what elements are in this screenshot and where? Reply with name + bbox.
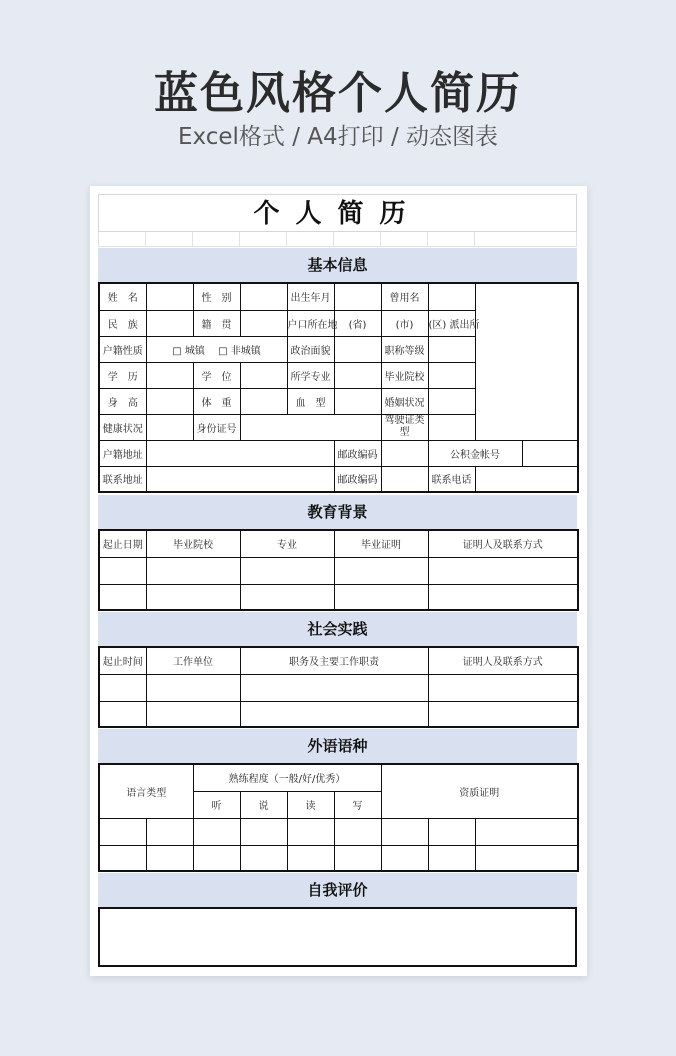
label-degree: 学 位 xyxy=(193,362,240,388)
label-health: 健康状况 xyxy=(99,414,146,440)
value-native-place[interactable] xyxy=(240,310,287,336)
table-row xyxy=(99,557,578,584)
education-table xyxy=(98,529,579,611)
value-title-level[interactable] xyxy=(428,336,475,362)
value-birth[interactable] xyxy=(334,283,381,310)
label-birth: 出生年月 xyxy=(287,283,334,310)
label-title-level: 职称等级 xyxy=(381,336,428,362)
value-former-name[interactable] xyxy=(428,283,475,310)
label-weight: 体 重 xyxy=(193,388,240,414)
label-id-number: 身份证号 xyxy=(193,414,240,440)
proficiency-write: 写 xyxy=(334,791,381,818)
label-hukou-type: 户籍性质 xyxy=(99,336,146,362)
banner-title: 蓝色风格个人简历 xyxy=(154,68,522,119)
language-cell[interactable] xyxy=(146,845,193,871)
label-fund-account: 公积金帐号 xyxy=(428,440,522,466)
edu-header-certificate: 毕业证明 xyxy=(334,530,428,557)
language-cell[interactable] xyxy=(428,818,475,845)
language-cell[interactable] xyxy=(193,845,240,871)
value-health[interactable] xyxy=(146,414,193,440)
document-title: 个人简历 xyxy=(98,194,577,232)
spreadsheet-grid-strip xyxy=(98,232,577,247)
practice-header-period: 起止时间 xyxy=(99,647,146,674)
edu-cell[interactable] xyxy=(240,557,334,584)
banner-subtitle: Excel格式 / A4打印 / 动态图表 xyxy=(177,124,499,150)
section-education: 教育背景 xyxy=(98,495,577,529)
practice-cell[interactable] xyxy=(99,674,146,701)
edu-cell[interactable] xyxy=(99,557,146,584)
value-blood[interactable] xyxy=(334,388,381,414)
label-phone: 联系电话 xyxy=(428,466,475,492)
proficiency-read: 读 xyxy=(287,791,334,818)
language-cell[interactable] xyxy=(381,845,428,871)
section-practice: 社会实践 xyxy=(98,612,577,646)
language-type-header: 语言类型 xyxy=(99,764,193,818)
label-name: 姓 名 xyxy=(99,283,146,310)
value-gender[interactable] xyxy=(240,283,287,310)
practice-cell[interactable] xyxy=(240,674,428,701)
edu-header-major: 专业 xyxy=(240,530,334,557)
label-postcode-1: 邮政编码 xyxy=(334,440,381,466)
proficiency-header: 熟练程度（一般/好/优秀） xyxy=(193,764,381,791)
language-cell[interactable] xyxy=(475,818,578,845)
label-hukou-address: 户籍地址 xyxy=(99,440,146,466)
value-school[interactable] xyxy=(428,362,475,388)
value-marital[interactable] xyxy=(428,388,475,414)
value-education[interactable] xyxy=(146,362,193,388)
practice-header-company: 工作单位 xyxy=(146,647,240,674)
label-former-name: 曾用名 xyxy=(381,283,428,310)
value-political[interactable] xyxy=(334,336,381,362)
label-license-type: 驾驶证类型 xyxy=(381,414,428,440)
edu-cell[interactable] xyxy=(99,584,146,610)
language-cell[interactable] xyxy=(334,818,381,845)
language-cell[interactable] xyxy=(99,818,146,845)
edu-header-reference: 证明人及联系方式 xyxy=(428,530,578,557)
table-row xyxy=(99,674,578,701)
hukou-type-options[interactable]: □ 城镇 □ 非城镇 xyxy=(146,336,287,362)
label-education: 学 历 xyxy=(99,362,146,388)
table-row xyxy=(99,701,578,727)
hukou-district: (区) xyxy=(428,319,447,331)
value-weight[interactable] xyxy=(240,388,287,414)
label-major: 所学专业 xyxy=(287,362,334,388)
label-marital: 婚姻状况 xyxy=(381,388,428,414)
practice-header-reference: 证明人及联系方式 xyxy=(428,647,578,674)
edu-cell[interactable] xyxy=(146,584,240,610)
practice-cell[interactable] xyxy=(146,674,240,701)
label-contact-address: 联系地址 xyxy=(99,466,146,492)
table-row xyxy=(99,818,578,845)
value-height[interactable] xyxy=(146,388,193,414)
hukou-province[interactable]: (省) xyxy=(334,310,381,336)
language-cell[interactable] xyxy=(287,818,334,845)
table-row xyxy=(99,584,578,610)
label-political: 政治面貌 xyxy=(287,336,334,362)
resume-sheet xyxy=(90,186,587,976)
value-hukou-address[interactable] xyxy=(146,440,334,466)
edu-cell[interactable] xyxy=(334,557,428,584)
practice-cell[interactable] xyxy=(428,701,578,727)
hukou-district-station[interactable] xyxy=(428,310,480,336)
practice-header-duties: 职务及主要工作职责 xyxy=(240,647,428,674)
label-ethnicity: 民 族 xyxy=(99,310,146,336)
section-language: 外语语种 xyxy=(98,729,577,763)
practice-cell[interactable] xyxy=(99,701,146,727)
language-cell[interactable] xyxy=(240,818,287,845)
value-ethnicity[interactable] xyxy=(146,310,193,336)
language-cell[interactable] xyxy=(99,845,146,871)
photo-cell[interactable] xyxy=(475,283,578,440)
language-cell[interactable] xyxy=(193,818,240,845)
value-postcode-1[interactable] xyxy=(381,440,428,466)
proficiency-listen: 听 xyxy=(193,791,240,818)
value-major[interactable] xyxy=(334,362,381,388)
value-contact-address[interactable] xyxy=(146,466,334,492)
label-height: 身 高 xyxy=(99,388,146,414)
language-cell[interactable] xyxy=(287,845,334,871)
language-cell[interactable] xyxy=(240,845,287,871)
edu-header-date: 起止日期 xyxy=(99,530,146,557)
hukou-police-station: 派出所 xyxy=(449,319,480,331)
practice-table xyxy=(98,646,579,728)
section-self-evaluation: 自我评价 xyxy=(98,873,577,907)
language-cell[interactable] xyxy=(475,845,578,871)
value-phone[interactable] xyxy=(475,466,578,492)
language-cell[interactable] xyxy=(381,818,428,845)
edu-cell[interactable] xyxy=(146,557,240,584)
language-cell[interactable] xyxy=(146,818,193,845)
edu-cell[interactable] xyxy=(428,584,578,610)
value-postcode-2[interactable] xyxy=(381,466,428,492)
basic-info-table xyxy=(98,282,579,493)
label-blood: 血 型 xyxy=(287,388,334,414)
language-cell[interactable] xyxy=(428,845,475,871)
label-hukou-location: 户口所在地 xyxy=(287,310,334,336)
value-id-number[interactable] xyxy=(240,414,381,440)
value-fund-account[interactable] xyxy=(522,440,578,466)
language-table xyxy=(98,763,579,872)
label-gender: 性 别 xyxy=(193,283,240,310)
edu-cell[interactable] xyxy=(240,584,334,610)
value-name[interactable] xyxy=(146,283,193,310)
label-school: 毕业院校 xyxy=(381,362,428,388)
practice-cell[interactable] xyxy=(240,701,428,727)
edu-header-school: 毕业院校 xyxy=(146,530,240,557)
edu-cell[interactable] xyxy=(334,584,428,610)
self-evaluation-field[interactable] xyxy=(99,908,576,966)
label-postcode-2: 邮政编码 xyxy=(334,466,381,492)
hukou-city[interactable]: (市) xyxy=(381,310,428,336)
section-basic-info: 基本信息 xyxy=(98,248,577,282)
proficiency-speak: 说 xyxy=(240,791,287,818)
self-evaluation-table xyxy=(98,907,577,967)
value-license-type[interactable] xyxy=(428,414,475,440)
practice-cell[interactable] xyxy=(428,674,578,701)
practice-cell[interactable] xyxy=(146,701,240,727)
language-cell[interactable] xyxy=(334,845,381,871)
value-degree[interactable] xyxy=(240,362,287,388)
table-row xyxy=(99,845,578,871)
certificate-header: 资质证明 xyxy=(381,764,578,818)
label-native-place: 籍 贯 xyxy=(193,310,240,336)
edu-cell[interactable] xyxy=(428,557,578,584)
